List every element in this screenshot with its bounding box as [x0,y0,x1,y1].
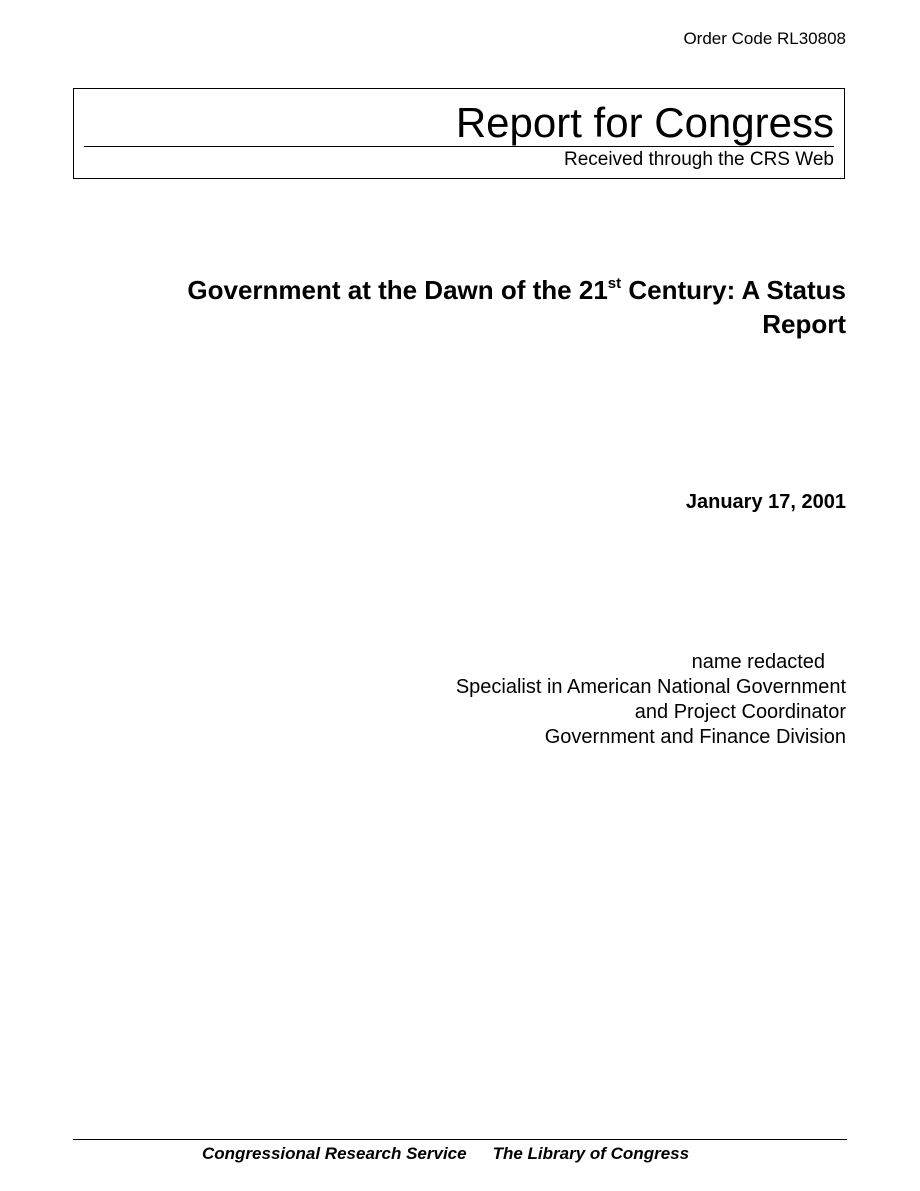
author-name: name redacted [691,651,825,673]
document-title-superscript: st [607,275,622,292]
document-title [166,273,846,341]
author-position-line2: and Project Coordinator [634,701,846,723]
report-title: Report for Congress [455,99,834,146]
report-subtitle: Received through the CRS Web [563,149,834,170]
footer-divider [73,1139,847,1140]
author-block [456,650,846,750]
header-divider [84,146,834,147]
order-code: Order Code RL30808 [683,29,846,48]
document-date: January 17, 2001 [685,491,846,513]
author-position-line1: Specialist in American National Government [455,676,846,698]
author-division: Government and Finance Division [544,726,846,748]
document-title-part2: Century: A Status Report [621,275,846,339]
footer [202,1143,689,1164]
footer-organization: Congressional Research Service [202,1144,467,1163]
report-header-box [73,88,845,179]
document-title-part1: Government at the Dawn of the 21 [187,275,608,305]
footer-library: The Library of Congress [492,1144,690,1163]
